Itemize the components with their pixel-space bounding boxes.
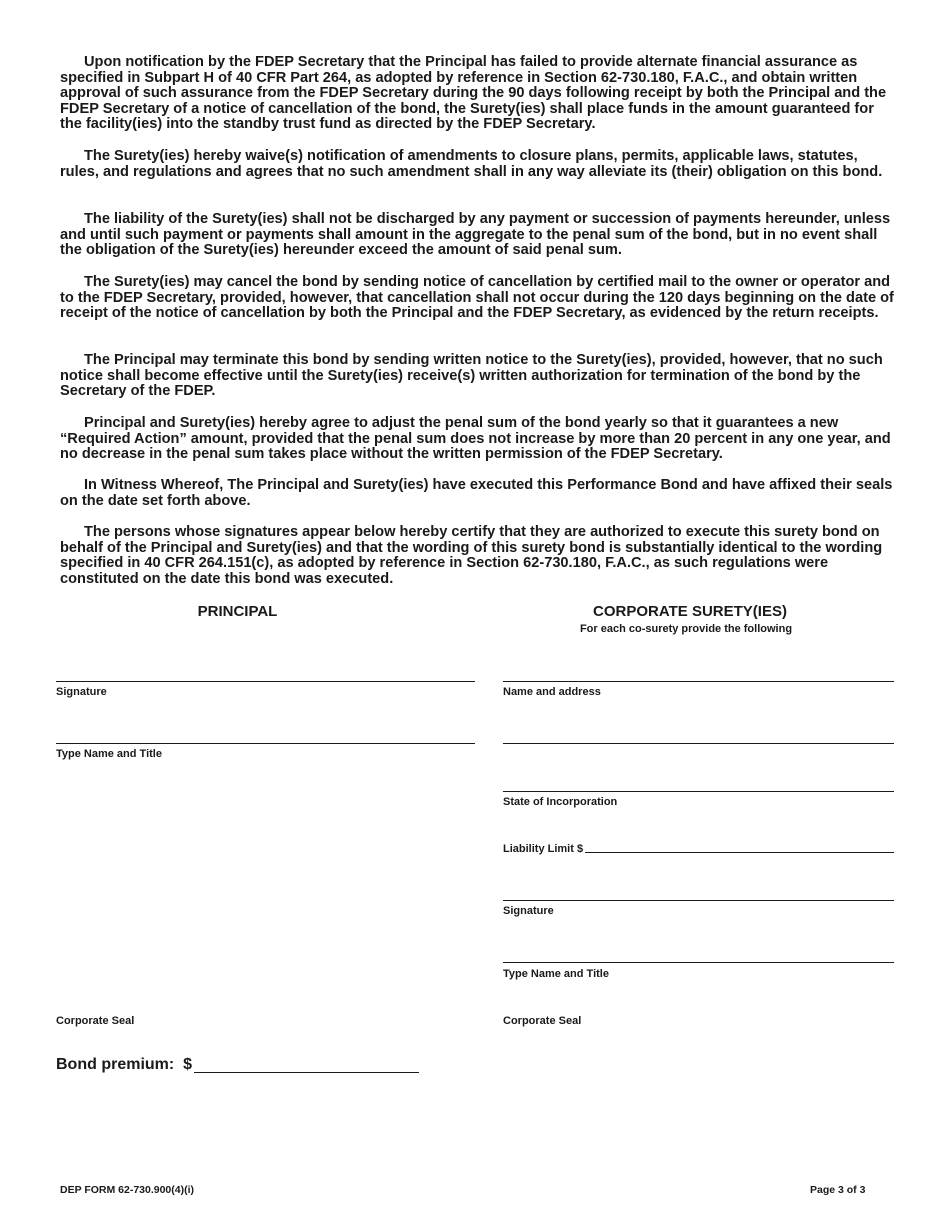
paragraph-text: In Witness Whereof, The Principal and Surety(ies) have executed this Performance Bond and have affixed their seals on the date set forth above. xyxy=(60,477,893,509)
page-number: Page 3 of 3 xyxy=(810,1184,866,1196)
paragraph-text: The Surety(ies) hereby waive(s) notification of amendments to closure plans, permits, applicable laws, statutes, rules, and regulations and agrees that no such amendment shall in any way alleviate its (their) obligation on this bond. xyxy=(60,148,883,180)
form-id: DEP FORM 62-730.900(4)(i) xyxy=(60,1184,195,1196)
principal-heading: PRINCIPAL xyxy=(197,603,278,620)
principal-corporate-seal-label: Corporate Seal xyxy=(56,1015,135,1027)
paragraph-text: The Surety(ies) may cancel the bond by sending notice of cancellation by certified mail to the owner or operator and to the FDEP Secretary, provided, however, that cancellation shall not occur during the 120 days beginning on the date of receipt of the notice of cancellation by both the Principal and the FDEP Secretary, as evidenced by the return receipts. xyxy=(60,274,894,322)
principal-type-name-label: Type Name and Title xyxy=(56,748,162,760)
paragraph-text: Principal and Surety(ies) hereby agree to adjust the penal sum of the bond yearly so that it guarantees a new “Required Action” amount, provided that the penal sum does not increase by more than 20 percent in any one year, and no decrease in the penal sum takes place without the written permission of the FDEP Secretary. xyxy=(60,415,891,463)
paragraph-text: The persons whose signatures appear below hereby certify that they are authorized to execute this surety bond on behalf of the Principal and Surety(ies) and that the wording of this surety bond is substantially identical to the wording specified in 40 CFR 264.151(c), as adopted by reference in Section 62-730.180, F.A.C., as such regulations were constituted on the date this bond was executed. xyxy=(60,524,883,587)
paragraph-text: The Principal may terminate this bond by sending written notice to the Surety(ies), provided, however, that no such notice shall become effective until the Surety(ies) receive(s) written authorization for termination of the bond by the Secretary of the FDEP. xyxy=(60,352,883,400)
surety-type-name-label: Type Name and Title xyxy=(503,968,609,980)
paragraph-certification xyxy=(60,525,896,587)
surety-address-line-2[interactable] xyxy=(503,743,894,744)
paragraph-text: Upon notification by the FDEP Secretary that the Principal has failed to provide alternate financial assurance as specified in Subpart H of 40 CFR Part 264, as adopted by reference in Section 62-730.180, F.A.C., and obtain written approval of such assurance from the FDEP Secretary during the 90 days following receipt by both the Principal and the FDEP Secretary of a notice of cancellation of the bond, the Surety(ies) shall place funds in the amount guaranteed for the facility(ies) into the standby trust fund as directed by the FDEP Secretary. xyxy=(60,54,887,133)
surety-liability-label: Liability Limit $ xyxy=(503,843,584,855)
surety-state-line[interactable] xyxy=(503,791,894,792)
surety-name-address-label: Name and address xyxy=(503,686,601,698)
surety-state-label: State of Incorporation xyxy=(503,796,618,808)
surety-name-address-line[interactable] xyxy=(503,681,894,682)
paragraph-alternate-assurance xyxy=(60,55,896,133)
paragraph-liability xyxy=(60,212,896,259)
paragraph-termination xyxy=(60,353,896,400)
paragraph-witness xyxy=(60,478,896,509)
principal-signature-line[interactable] xyxy=(56,681,475,682)
paragraph-text: The liability of the Surety(ies) shall not be discharged by any payment or succession of payments hereunder, unless and until such payment or payments shall amount in the aggregate to the penal sum of the bond, but in no event shall the obligation of the Surety(ies) hereunder exceed the amount of said penal sum. xyxy=(60,211,891,259)
surety-subheading: For each co-surety provide the following xyxy=(579,623,793,635)
paragraph-waiver xyxy=(60,149,896,180)
surety-liability-line[interactable] xyxy=(585,852,894,853)
paragraph-penal-sum xyxy=(60,416,896,463)
bond-premium-label: Bond premium: $ xyxy=(56,1056,193,1073)
surety-signature-line[interactable] xyxy=(503,900,894,901)
principal-type-name-line[interactable] xyxy=(56,743,475,744)
principal-signature-label: Signature xyxy=(56,686,107,698)
surety-corporate-seal-label: Corporate Seal xyxy=(503,1015,582,1027)
surety-type-name-line[interactable] xyxy=(503,962,894,963)
surety-heading: CORPORATE SURETY(IES) xyxy=(593,603,787,620)
bond-premium-line[interactable] xyxy=(194,1072,419,1073)
surety-signature-label: Signature xyxy=(503,905,554,917)
paragraph-cancellation xyxy=(60,275,896,322)
